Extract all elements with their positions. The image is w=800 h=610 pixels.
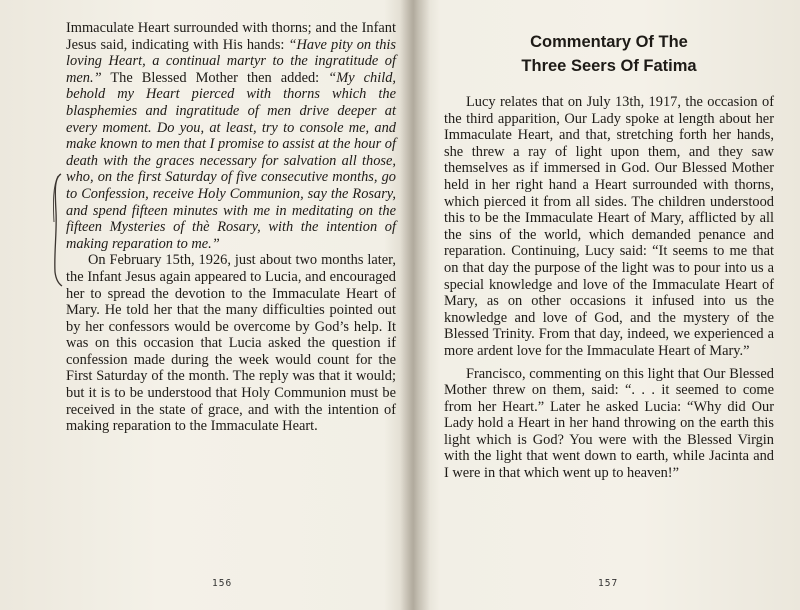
italic-quote: “My child, behold my Heart pierced with thorns which the blasphemies and ingratitude of men drive deeper at every moment. Do you, at least, try to console me, and make known to men that I promise to assist at the hour of death with the graces necessary for salvation all those, who, on the first Saturday of five consecutive months, go to Confession, receive Holy Communion, say the Rosary, and spend fifteen minutes with me in meditating on the fifteen Mysteries of thè Rosary, with the intention of making reparation to me.” xyxy=(66,69,396,252)
pencil-margin-mark xyxy=(50,172,64,288)
text-segment: Immaculate Heart surrounded with thorns; and the Infant Jesus said, indicating with His hands: xyxy=(66,20,396,53)
right-page xyxy=(444,20,774,482)
left-paragraph-2 xyxy=(66,252,396,435)
page-number-left: 156 xyxy=(212,578,233,589)
text-segment: On February 15th, 1926, just about two months later, the Infant Jesus again appeared to Lucia, and encouraged her to spread the devotion to the Immaculate Heart of Mary. He told her that the many difficulties pointed out by her confessors would be overcome by God’s help. It was on this occasion that Lucia asked the question if confession made during the week would count for the First Saturday of the month. The reply was that it would; but it is to be understood that Holy Communion must be received in the state of grace, and with the intention of making reparation to the Immaculate Heart. xyxy=(66,252,396,435)
chapter-title-line-1: Commentary Of The xyxy=(530,33,688,51)
right-page-body xyxy=(444,94,774,482)
text-segment: The Blessed Mother then added: xyxy=(101,69,329,86)
text-segment: Francisco, commenting on this light that Our Blessed Mother threw on them, said: “. . . it seemed to come from her Heart.” Later he asked Lucia: “Why did Our Lady hold a Heart in her hand throwing on the earth this light which is God? You were with the Blessed Virgin with the light that went down to earth, while Jacinta and I were in that which went up to heaven!” xyxy=(444,365,774,482)
left-page-body xyxy=(66,20,396,435)
chapter-title-line-2: Three Seers Of Fatima xyxy=(521,57,697,75)
book-gutter xyxy=(400,0,430,610)
chapter-title xyxy=(444,30,774,78)
right-paragraph-2 xyxy=(444,366,774,482)
left-page xyxy=(66,20,396,435)
page-number-right: 157 xyxy=(598,578,619,589)
right-paragraph-1 xyxy=(444,94,774,360)
italic-quote: “Have pity on this loving Heart, a continual martyr to the ingratitude of men.” xyxy=(66,36,396,86)
left-paragraph-1 xyxy=(66,20,396,252)
text-segment: Lucy relates that on July 13th, 1917, the occasion of the third apparition, Our Lady spoke at length about her Immaculate Heart, and that, stretching forth her hands, she threw a ray of light upon them, and they saw themselves as if immersed in God. Our Blessed Mother held in her right hand a Heart surrounded with thorns, which pierced it from all sides. The children understood this to be the Immaculate Heart of Mary, afflicted by all the sins of the world, which demanded penance and reparation. Continuing, Lucy said: “It seems to me that on that day the purpose of the light was to pour into us a special knowledge and love of the Immaculate Heart of Mary, as on other occasions it infused into us the knowledge and love of God, and the mystery of the Blessed Trinity. From that day, indeed, we experienced a more ardent love for the Immaculate Heart of Mary.” xyxy=(444,94,774,359)
